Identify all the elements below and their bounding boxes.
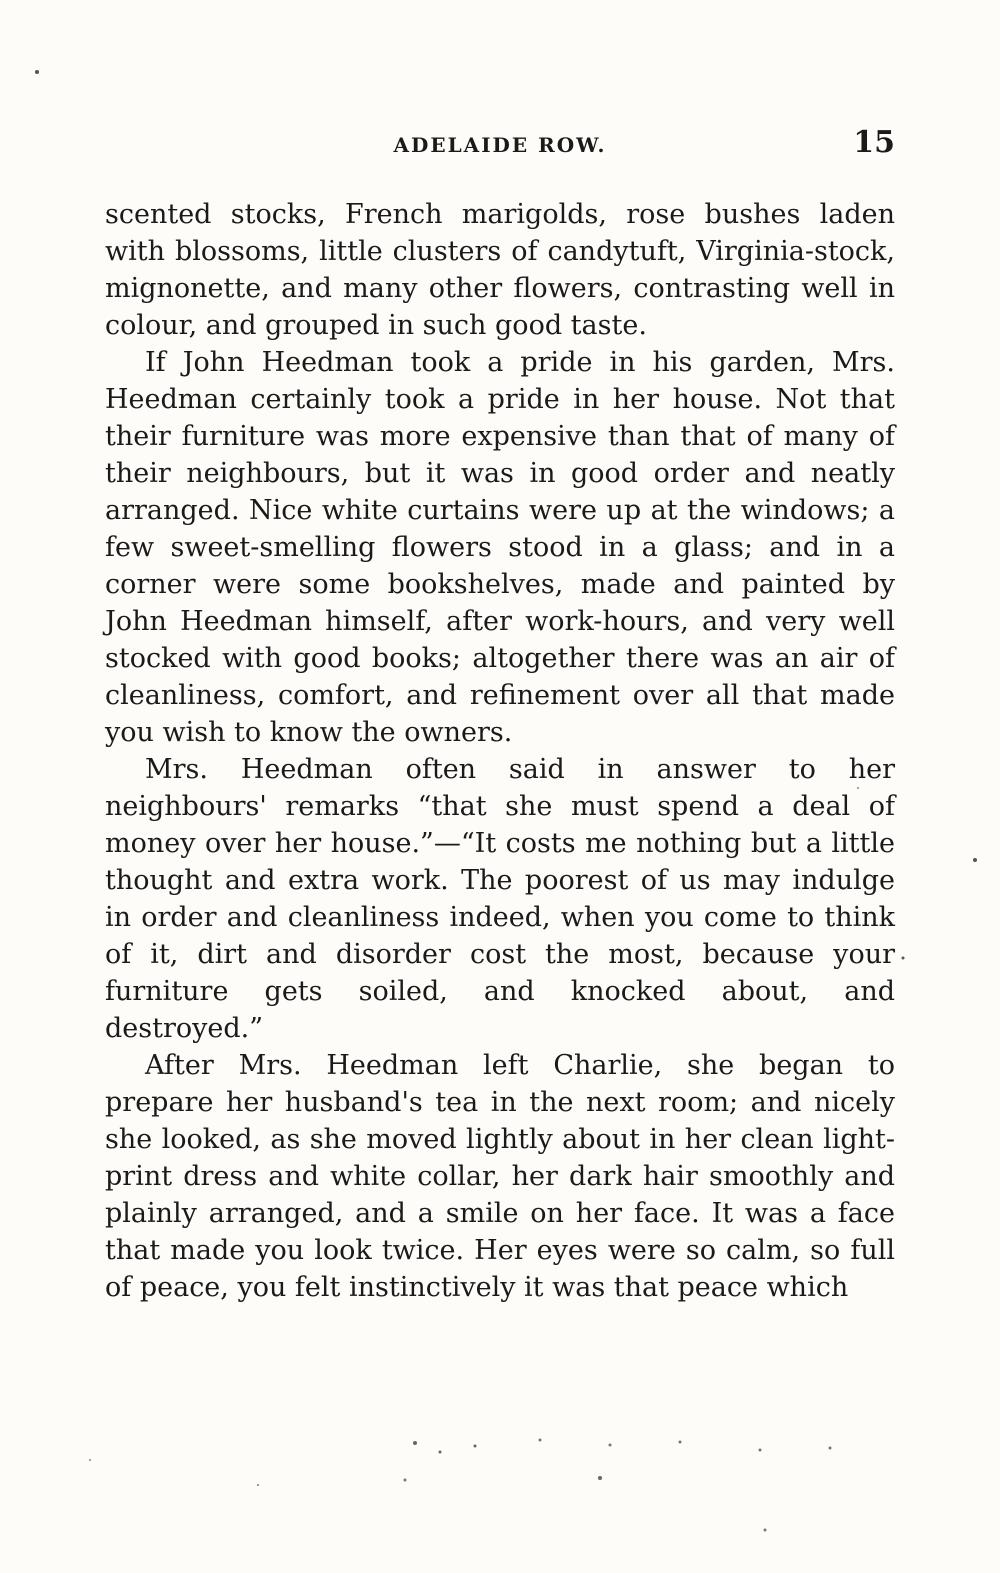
page-number: 15	[853, 125, 895, 160]
paragraph-garden-house: If John Heedman took a pride in his garden, Mrs. Heedman certainly took a pride in her house. Not that their furniture was more expensive than that of many of their neighbours, but it was in good order and neatly arranged. Nice white curtains were up at the windows; a few sweet-smelling flowers stood in a glass; and in a corner were some bookshelves, made and painted by John Heedman himself, after work-hours, and very well stocked with good books; altogether there was an air of cleanliness, comfort, and refinement over all that made you wish to know the owners.	[105, 347, 895, 748]
page-header	[105, 125, 895, 165]
paragraph-continuation: scented stocks, French marigolds, rose bushes laden with blossoms, little clusters of candytuft, Virginia-stock, mignonette, and many other flowers, contrasting well in colour, and grouped in such good taste.	[105, 199, 895, 341]
body-text	[105, 196, 895, 1306]
paragraph-preparing-tea: After Mrs. Heedman left Charlie, she began to prepare her husband's tea in the next room; and nicely she looked, as she moved lightly about in her clean light-print dress and white collar, her dark hair smoothly and plainly arranged, and a smile on her face. It was a face that made you look twice. Her eyes were so calm, so full of peace, you felt instinctively it was that peace which	[105, 1050, 895, 1303]
paragraph-neighbours-remarks: Mrs. Heedman often said in answer to her neighbours' remarks “that she must spend a deal of money over her house.”—“It costs me nothing but a little thought and extra work. The poorest of us may indulge in order and cleanliness indeed, when you come to think of it, dirt and disorder cost the most, because your furniture gets soiled, and knocked about, and destroyed.”	[105, 754, 895, 1044]
running-head: ADELAIDE ROW.	[393, 133, 607, 157]
